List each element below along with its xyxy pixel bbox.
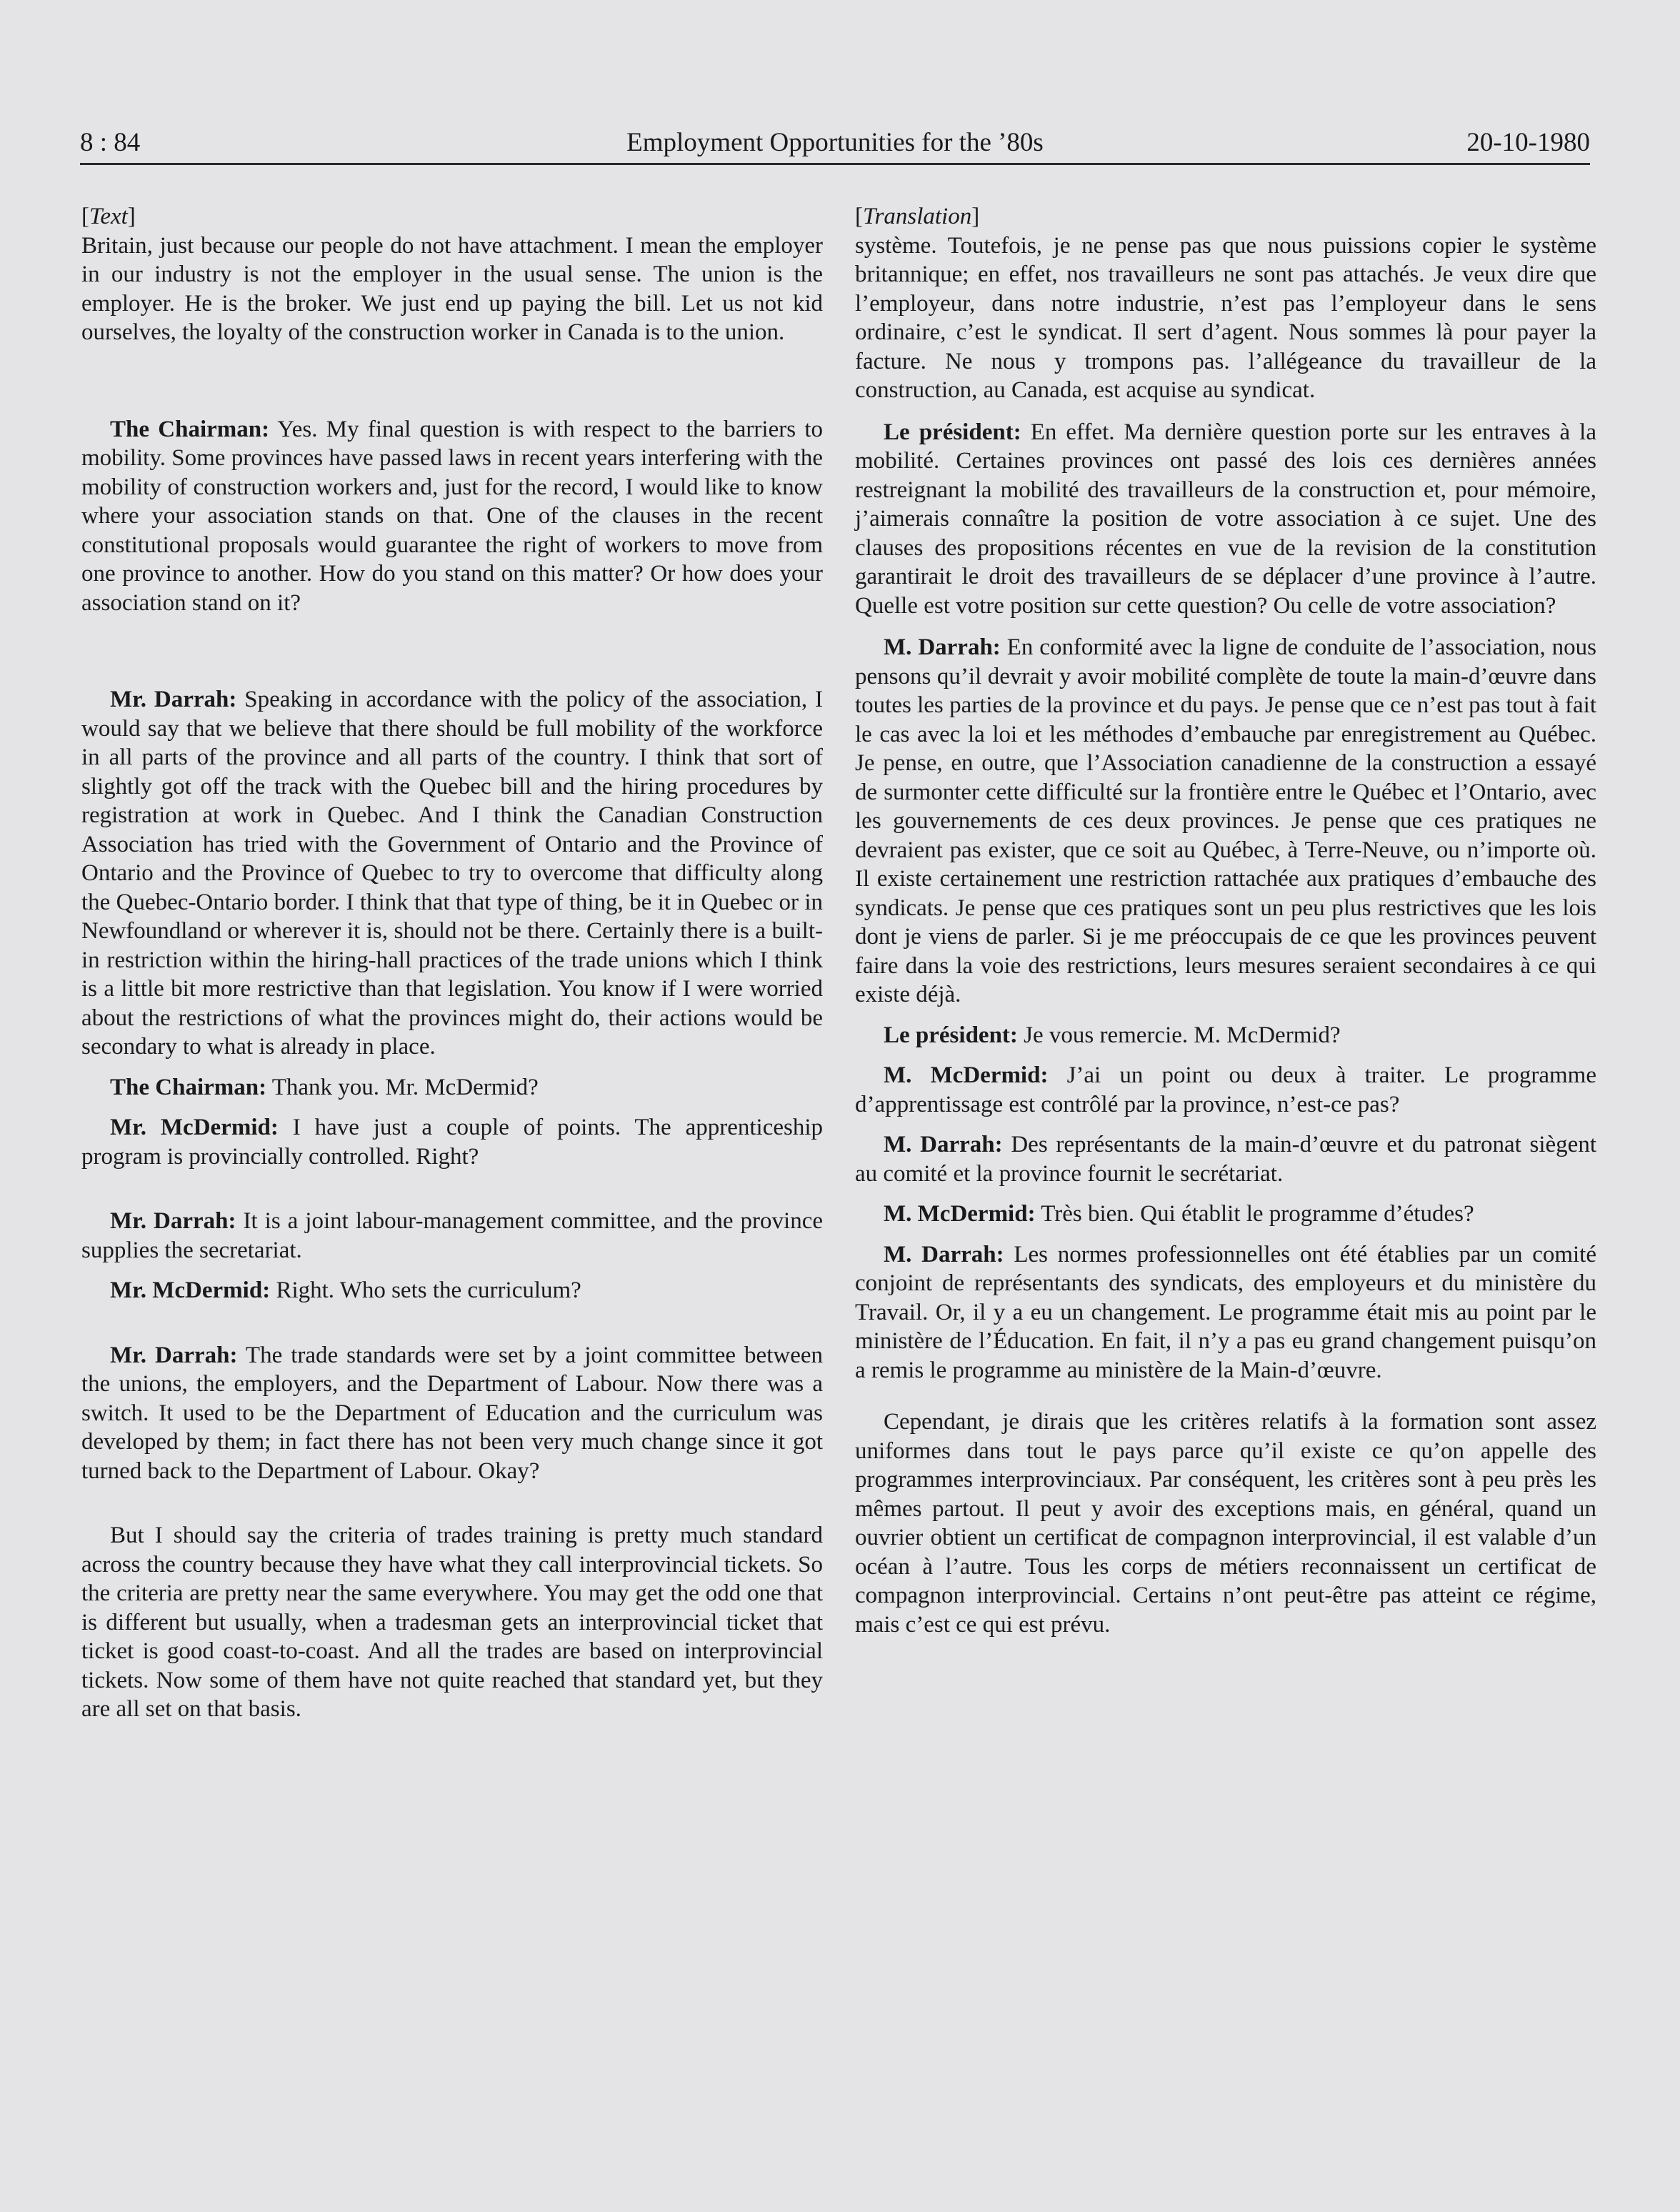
speaker-name: Le président: [884, 1022, 1018, 1048]
speaker-name: Le président: [884, 419, 1021, 445]
speaker-name: Mr. McDermid: [110, 1277, 271, 1303]
column-marker: [Text] [81, 204, 136, 229]
paragraph: The Chairman: Yes. My final question is with respect to the barriers to mobility. Some provinces have passed laws in recent years interfering with the mobility of construction workers and, just for the record, I would like to know where your association stands on that. One of the clauses in the recent constitutional proposals would guarantee the right of workers to move from one province to another. How do you stand on this matter? Or how does your association stand on it? [81, 416, 824, 616]
speaker-name: M. McDermid: [884, 1062, 1049, 1088]
speaker-name: Mr. McDermid: [110, 1115, 279, 1140]
speaker-name: M. Darrah: [884, 1241, 1004, 1267]
paragraph: But I should say the criteria of trades training is pretty much standard across the country because they have what they call interprovincial tickets. So the criteria are pretty near the same everywhere. You may get the odd one that is different but usually, when a tradesman gets an interprovincial ticket that ticket is good coast-to-coast. And all the trades are based on interprovincial tickets. Now some of them have not quite reached that standard yet, but they are all set on that basis. [81, 1523, 823, 1722]
publication-title: Employment Opportunities for the ’80s [626, 128, 1044, 157]
paragraph: Mr. McDermid: Right. Who sets the curriculum? [110, 1277, 581, 1303]
page-header [80, 123, 1590, 165]
speaker-name: M. McDermid: [884, 1201, 1036, 1227]
paragraph: Mr. Darrah: The trade standards were set by a joint committee between the unions, the employers, and the Department of Labour. Now there was a switch. It used to be the Department of Education and the curriculum was developed by them; in fact there has not been very much change since it got turned back to the Department of Labour. Okay? [81, 1342, 824, 1484]
page-number: 8 : 84 [80, 128, 141, 157]
column-marker: [Translation] [855, 204, 980, 229]
speaker-name: Mr. Darrah: [110, 1342, 238, 1368]
french-column [855, 202, 1596, 1639]
paragraph: M. McDermid: Très bien. Qui établit le programme d’études? [884, 1201, 1474, 1227]
paragraph: Le président: Je vous remercie. M. McDermid? [884, 1022, 1341, 1048]
paragraph: Mr. Darrah: Speaking in accordance with the policy of the association, I would say that we believe that there should be full mobility of the workforce in all parts of the province and all parts of the country. I think that sort of slightly got off the track with the Quebec bill and the hiring procedures by registration at work in Quebec. And I think the Canadian Construction Association has tried with the Government of Ontario and the Province of Ontario and the Province of Quebec to try to overcome that difficulty along the Quebec-Ontario border. I think that that type of thing, be it in Quebec or in Newfoundland or wherever it is, should not be there. Certainly there is a built-in restriction within the hiring-hall practices of the trade unions which I think is a little bit more restrictive than that legislation. You know if I were worried about the restrictions of what the provinces might do, their actions would be secondary to what is already in place. [81, 687, 824, 1060]
paragraph: système. Toutefois, je ne pense pas que nous puissions copier le système britannique; en effet, nos travailleurs ne sont pas attachés. Je veux dire que l’employeur, dans notre industrie, n’est pas l’employeur dans le sens ordinaire, c’est le syndicat. Il sert d’agent. Nous sommes là pour payer la facture. Ne nous y trompons pas. l’allégeance du travailleur de la construction, au Canada, est acquise au syndicat. [855, 232, 1596, 403]
paragraph: M. Darrah: En conformité avec la ligne de conduite de l’association, nous pensons qu’il devrait y avoir mobilité complète de toute la main-d’œuvre dans toutes les parties de la province et du pays. Je pense que ce n’est pas tout à fait le cas avec la loi et les méthodes d’embauche par enregistrement au Québec. Je pense, en outre, que l’Association canadienne de la construction a essayé de surmonter cette difficulté sur la frontière entre le Québec et l’Ontario, avec les gouvernements de ces deux provinces. Je pense que ces pratiques ne devraient pas exister, que ce soit au Québec, à Terre-Neuve, ou n’importe où. Il existe certainement une restriction rattachée aux pratiques d’embauche des syndicats. Je pense que ces pratiques sont un peu plus restrictives que les lois dont je viens de parler. Si je me préoccupais de ce que les provinces peuvent faire dans la voie des restrictions, leurs mesures seraient secondaires à ce qui existe déjà. [855, 634, 1596, 1007]
paragraph: Mr. McDermid: I have just a couple of points. The apprenticeship program is provincially controlled. Right? [81, 1115, 823, 1170]
publication-date: 20-10-1980 [1466, 128, 1590, 157]
english-column [81, 202, 823, 1724]
speaker-name: M. Darrah: [884, 1132, 1003, 1157]
speaker-name: Mr. Darrah: [110, 687, 237, 712]
speaker-name: The Chairman: [110, 416, 270, 442]
paragraph: The Chairman: Thank you. Mr. McDermid? [110, 1074, 539, 1100]
paragraph: Cependant, je dirais que les critères relatifs à la formation sont assez uniformes dans tout le pays parce qu’il existe ce qu’on appelle des programmes interprovinciaux. Par conséquent, les critères sont à peu près les mêmes partout. Il peut y avoir des exceptions mais, en général, quand un ouvrier obtient un certificat de compagnon interprovincial, il est valable d’un océan à l’autre. Tous les corps de métiers reconnaissent un certificat de compagnon interprovincial. Certains n’ont peut-être pas atteint ce régime, mais c’est ce qui est prévu. [855, 1409, 1596, 1638]
paragraph: Le président: En effet. Ma dernière question porte sur les entraves à la mobilité. Certaines provinces ont passé des lois ces dernières années restreignant la mobilité des travailleurs de la construction et, pour mémoire, j’aimerais connaître la position de votre association à ce sujet. Une des clauses des propositions récentes en vue de la revision de la constitution garantirait le droit des travailleurs de se déplacer d’une province à l’autre. Quelle est votre position sur cette question? Ou celle de votre association? [855, 419, 1596, 619]
paragraph: Britain, just because our people do not have attachment. I mean the employer in our industry is not the employer in the usual sense. The union is the employer. He is the broker. We just end up paying the bill. Let us not kid ourselves, the loyalty of the construction worker in Canada is to the union. [81, 232, 823, 345]
speaker-name: Mr. Darrah: [110, 1208, 236, 1234]
paragraph: M. McDermid: J’ai un point ou deux à traiter. Le programme d’apprentissage est contrôlé par la province, n’est-ce pas? [855, 1062, 1596, 1117]
paragraph: M. Darrah: Des représentants de la main-d’œuvre et du patronat siègent au comité et la province fournit le secrétariat. [855, 1132, 1596, 1187]
speaker-name: M. Darrah: [884, 634, 1001, 660]
paragraph: Mr. Darrah: It is a joint labour-management committee, and the province supplies the secretariat. [81, 1208, 823, 1263]
speaker-name: The Chairman: [110, 1074, 267, 1100]
paragraph: M. Darrah: Les normes professionnelles ont été établies par un comité conjoint de représentants des syndicats, des employeurs et du ministère du Travail. Or, il y a eu un changement. Le programme était mis au point par le ministère de l’Éducation. En fait, il n’y a pas eu grand changement puisqu’on a remis le programme au ministère de la Main-d’œuvre. [855, 1241, 1596, 1383]
